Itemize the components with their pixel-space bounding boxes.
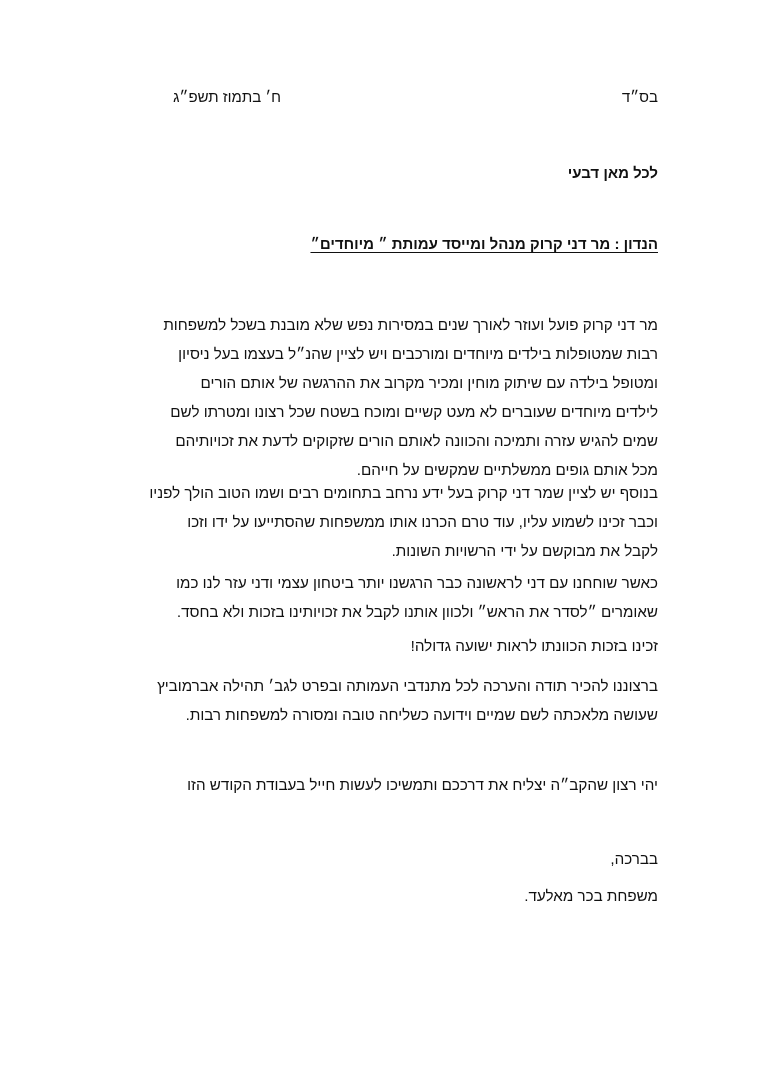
paragraph-line: כאשר שוחחנו עם דני לראשונה כבר הרגשנו יותר ביטחון עצמי ודני עזר לנו כמו bbox=[176, 575, 658, 592]
blessing-line bbox=[138, 771, 658, 800]
paragraph-3 bbox=[138, 569, 658, 627]
paragraph-line: וכבר זכינו לשמוע עליו, עוד טרם הכרנו אותו ממשפחות שהסתייעו על ידו וזכו bbox=[187, 514, 658, 531]
closing-line bbox=[138, 845, 658, 874]
paragraph-1 bbox=[138, 311, 658, 485]
header-date: ח׳ בתמוז תשפ״ג bbox=[173, 89, 281, 106]
signature-line bbox=[138, 882, 658, 911]
paragraph-line: שעושה מלאכתה לשם שמיים וידועה כשליחה טובה ומסורה למשפחות רבות. bbox=[185, 707, 658, 724]
recipient-line: לכל מאן דבעי bbox=[567, 165, 658, 182]
paragraph-line: שאומרים ״לסדר את הראש״ ולכוון אותנו לקבל את זכויותינו בזכות ולא בחסד. bbox=[176, 604, 658, 621]
paragraph-4 bbox=[138, 632, 658, 661]
closing-text: בברכה, bbox=[610, 851, 658, 868]
paragraph-line: זכינו בזכות הכוונתו לראות ישועה גדולה! bbox=[410, 638, 658, 655]
paragraph-line: לילדים מיוחדים שעוברים לא מעט קשיים ומוכח בשטח שכל רצונו ומטרתו לשם bbox=[170, 404, 658, 421]
paragraph-line: ברצוננו להכיר תודה והערכה לכל מתנדבי העמותה ובפרט לגב׳ תהילה אברמוביץ bbox=[157, 678, 658, 695]
paragraph-line: רבות שמטופלות בילדים מיוחדים ומורכבים ויש לציין שהנ״ל בעצמו בעל ניסיון bbox=[178, 346, 658, 363]
paragraph-5 bbox=[138, 672, 658, 730]
paragraph-line: לקבל את מבוקשם על ידי הרשויות השונות. bbox=[391, 543, 658, 560]
paragraph-line: מכל אותם גופים ממשלתיים שמקשים על חייהם. bbox=[356, 462, 658, 479]
header-bsd: בס״ד bbox=[621, 89, 658, 106]
signature-text: משפחת בכר מאלעד. bbox=[524, 888, 658, 905]
blessing-text: יהי רצון שהקב״ה יצליח את דרככם ותמשיכו לעשות חייל בעבודת הקודש הזו bbox=[187, 777, 658, 794]
paragraph-line: בנוסף יש לציין שמר דני קרוק בעל ידע נרחב בתחומים רבים ושמו הטוב הולך לפניו bbox=[149, 485, 658, 502]
paragraph-line: שמים להגיש עזרה ותמיכה והכוונה לאותם הורים שזקוקים לדעת את זכויותיהם bbox=[175, 433, 658, 450]
paragraph-line: מר דני קרוק פועל ועוזר לאורך שנים במסירות נפש שלא מובנת בשכל למשפחות bbox=[163, 317, 658, 334]
paragraph-2 bbox=[138, 479, 658, 566]
paragraph-line: ומטופל בילדה עם שיתוק מוחין ומכיר מקרוב את ההרגשה של אותם הורים bbox=[200, 375, 658, 392]
subject-line: הנדון : מר דני קרוק מנהל ומייסד עמותת ״ מיוחדים״ bbox=[310, 236, 658, 253]
